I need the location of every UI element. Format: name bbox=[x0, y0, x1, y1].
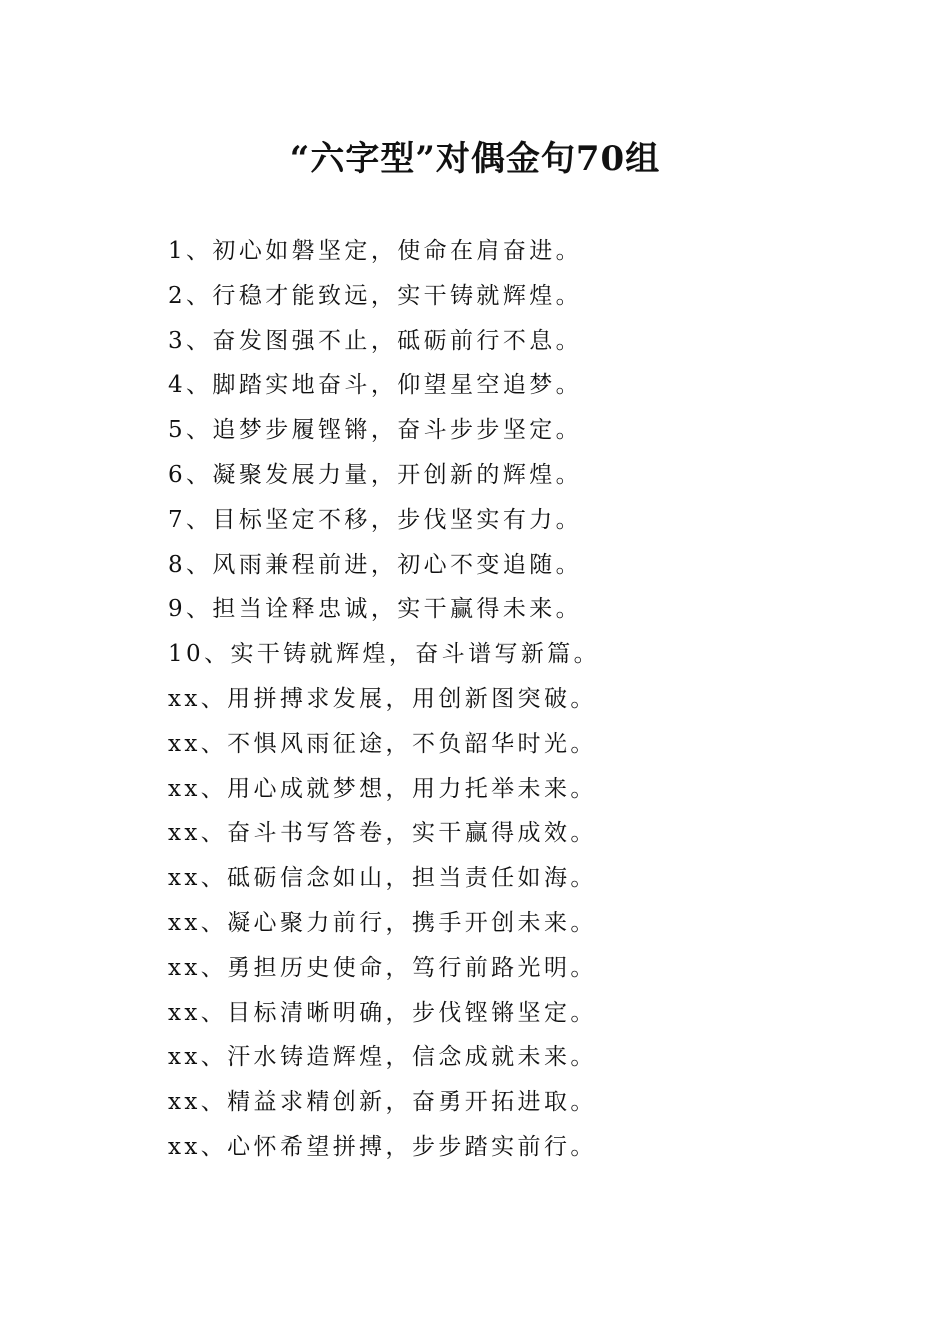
list-item: xx、目标清晰明确，步伐铿锵坚定。 bbox=[168, 999, 597, 1026]
list-item: xx、心怀希望拼搏，步步踏实前行。 bbox=[168, 1133, 597, 1160]
list-item: 5、追梦步履铿锵，奋斗步步坚定。 bbox=[168, 417, 583, 444]
list-item: 4、脚踏实地奋斗，仰望星空追梦。 bbox=[168, 372, 583, 399]
list-item: 2、行稳才能致远，实干铸就辉煌。 bbox=[168, 282, 583, 309]
list-item: 9、担当诠释忠诚，实干赢得未来。 bbox=[168, 596, 583, 623]
document-title: “六字型”对偶金句70组 bbox=[289, 139, 661, 179]
list-item: 10、实干铸就辉煌，奋斗谱写新篇。 bbox=[168, 641, 601, 668]
phrase-list bbox=[168, 229, 868, 1170]
list-item: 7、目标坚定不移，步伐坚实有力。 bbox=[168, 506, 583, 533]
list-item: xx、用心成就梦想，用力托举未来。 bbox=[168, 775, 597, 802]
list-item: 6、凝聚发展力量，开创新的辉煌。 bbox=[168, 461, 583, 488]
list-item: xx、凝心聚力前行，携手开创未来。 bbox=[168, 909, 597, 936]
list-item: 8、风雨兼程前进，初心不变追随。 bbox=[168, 551, 583, 578]
list-item: xx、奋斗书写答卷，实干赢得成效。 bbox=[168, 820, 597, 847]
list-item: xx、用拼搏求发展，用创新图突破。 bbox=[168, 685, 597, 712]
list-item: xx、精益求精创新，奋勇开拓进取。 bbox=[168, 1089, 597, 1116]
list-item: xx、不惧风雨征途，不负韶华时光。 bbox=[168, 730, 597, 757]
list-item: xx、汗水铸造辉煌，信念成就未来。 bbox=[168, 1044, 597, 1071]
list-item: 3、奋发图强不止，砥砺前行不息。 bbox=[168, 327, 583, 354]
list-item: xx、勇担历史使命，笃行前路光明。 bbox=[168, 954, 597, 981]
list-item: xx、砥砺信念如山，担当责任如海。 bbox=[168, 865, 597, 892]
list-item: 1、初心如磐坚定，使命在肩奋进。 bbox=[168, 238, 583, 264]
